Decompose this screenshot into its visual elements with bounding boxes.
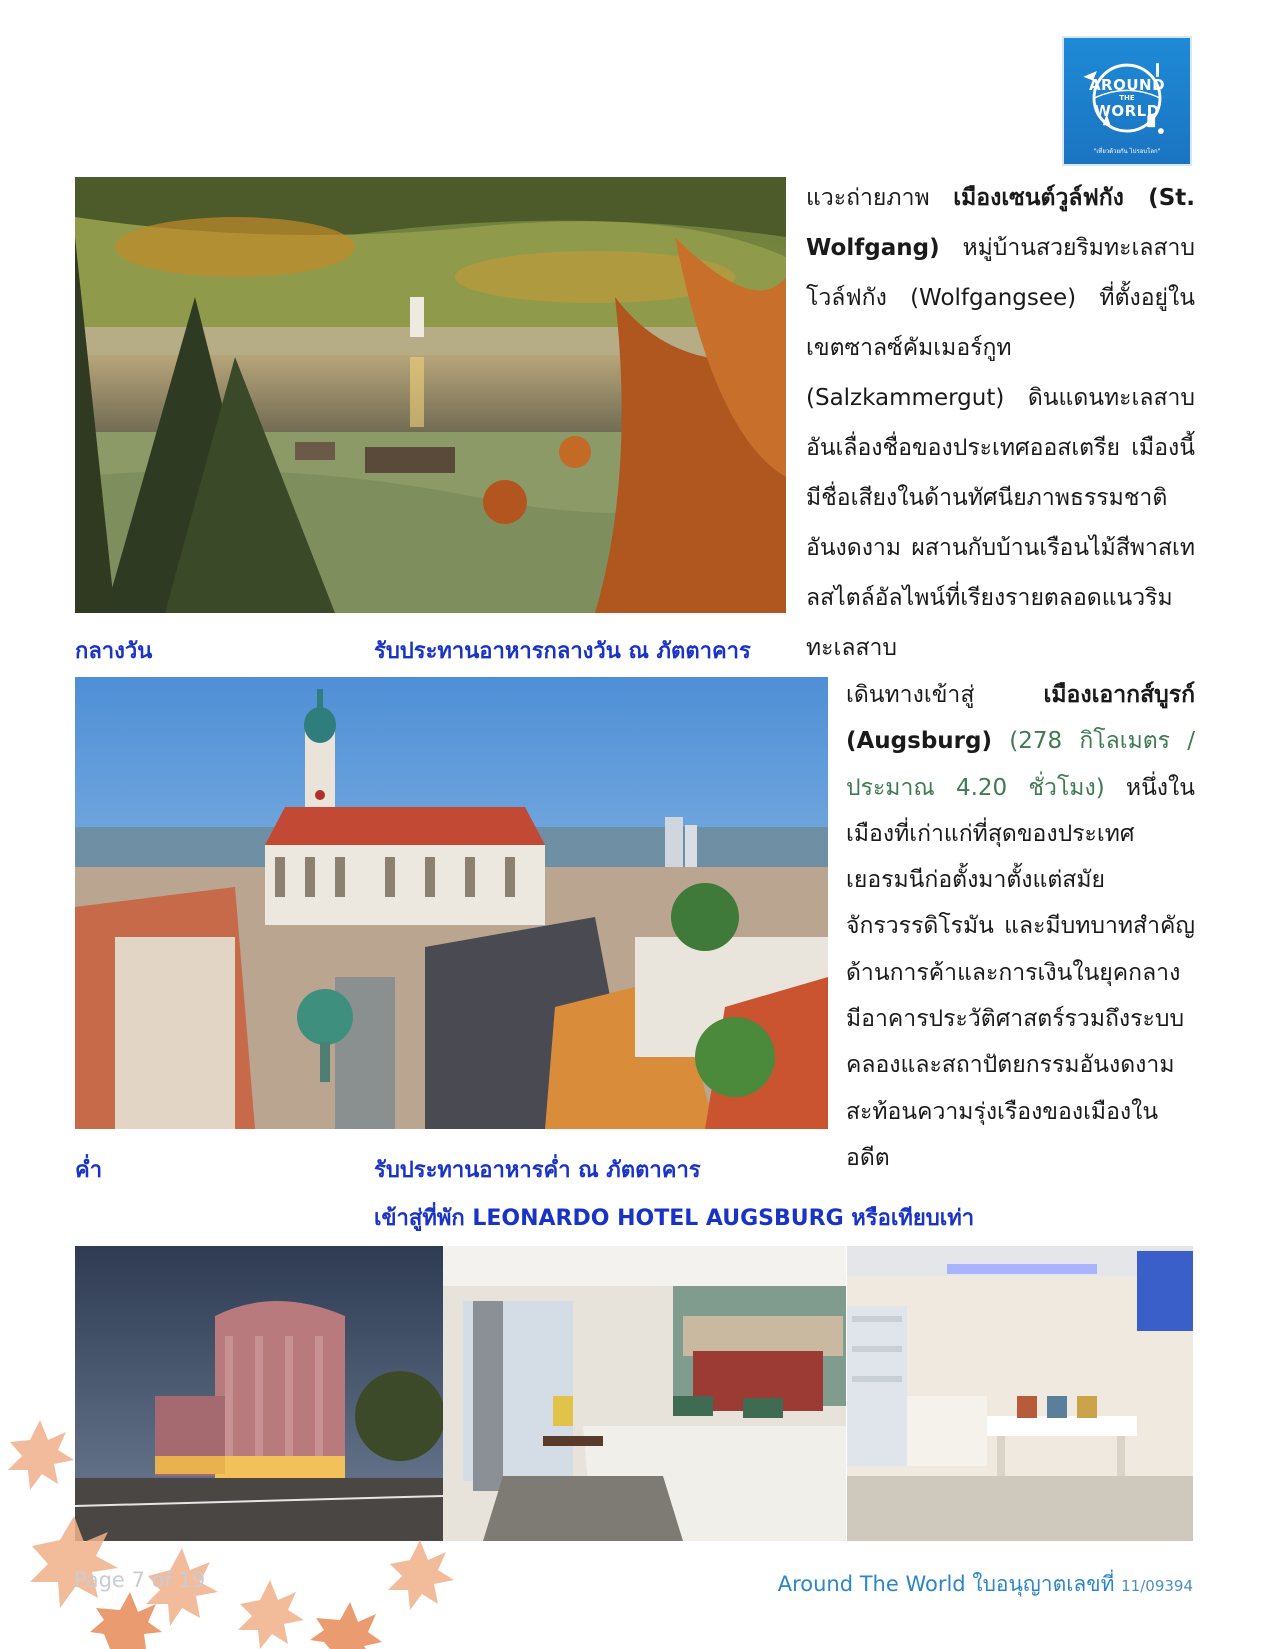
logo-line-2: THE — [1119, 94, 1135, 102]
footer-license — [778, 1568, 1193, 1601]
dinner-text: รับประทานอาหารค่ำ ณ ภัตตาคาร — [374, 1158, 701, 1183]
logo-tagline: "เที่ยวด้วยกัน ไปรอบโลก" — [1093, 148, 1161, 155]
company-logo — [1062, 36, 1192, 166]
logo-line-3: WORLD — [1094, 102, 1160, 120]
augsburg-description — [846, 672, 1195, 1181]
augsburg-title: เมืองเอากส์บูรก์ (Augsburg) — [846, 682, 1195, 755]
page-number: Page 7 of 19 — [74, 1568, 206, 1592]
logo-line-1: AROUND — [1088, 76, 1166, 94]
augsburg-intro: เดินทางเข้าสู่ — [846, 682, 1044, 708]
augsburg-body: หนึ่งในเมืองที่เก่าแก่ที่สุดของประเทศเยอรมนีก่อตั้งมาตั้งแต่สมัยจักรวรรดิโรมัน และมีบทบาทสำคัญด้านการค้าและการเงินในยุคกลาง มีอาคารประวัติศาสตร์รวมถึงระบบคลองและสถาปัตยกรรมอันงดงามสะท้อนความรุ่งเรืองของเมืองในอดีต — [846, 774, 1195, 1171]
st-wolfgang-intro: แวะถ่ายภาพ — [806, 185, 954, 211]
hotel-room-photo — [443, 1246, 846, 1541]
hotel-text: เข้าสู่ที่พัก LEONARDO HOTEL AUGSBURG หรือเทียบเท่า — [374, 1206, 975, 1231]
footer-company: Around The World — [777, 1572, 966, 1596]
st-wolfgang-title: เมืองเซนต์วูล์ฟกัง (St. Wolfgang) — [806, 185, 1195, 261]
lunch-text: รับประทานอาหารกลางวัน ณ ภัตตาคาร — [374, 639, 751, 664]
augsburg-distance: (278 กิโลเมตร / ประมาณ 4.20 ชั่วโมง) — [846, 728, 1195, 801]
augsburg-photo — [75, 677, 828, 1129]
footer-license-number: 11/09394 — [1121, 1577, 1193, 1595]
hotel-breakfast-photo — [847, 1246, 1193, 1541]
footer-license-label: ใบอนุญาตเลขที่ — [965, 1572, 1122, 1596]
st-wolfgang-description — [806, 173, 1195, 673]
maple-leaves-decoration-icon — [0, 1420, 470, 1649]
st-wolfgang-photo — [75, 177, 786, 613]
dinner-label: ค่ำ — [75, 1158, 103, 1183]
lunch-label: กลางวัน — [75, 639, 153, 664]
st-wolfgang-body: หมู่บ้านสวยริมทะเลสาบโวล์ฟกัง (Wolfgangsee) ที่ตั้งอยู่ในเขตซาลซ์คัมเมอร์กูท (Salzkammergut) ดินแดนทะเลสาบอันเลื่องชื่อของประเทศออสเตรีย เมืองนี้มีชื่อเสียงในด้านทัศนียภาพธรรมชาติอันงดงาม ผสานกับบ้านเรือนไม้สีพาสเทลสไตล์อัลไพน์ที่เรียงรายตลอดแนวริมทะเลสาบ — [806, 235, 1195, 661]
